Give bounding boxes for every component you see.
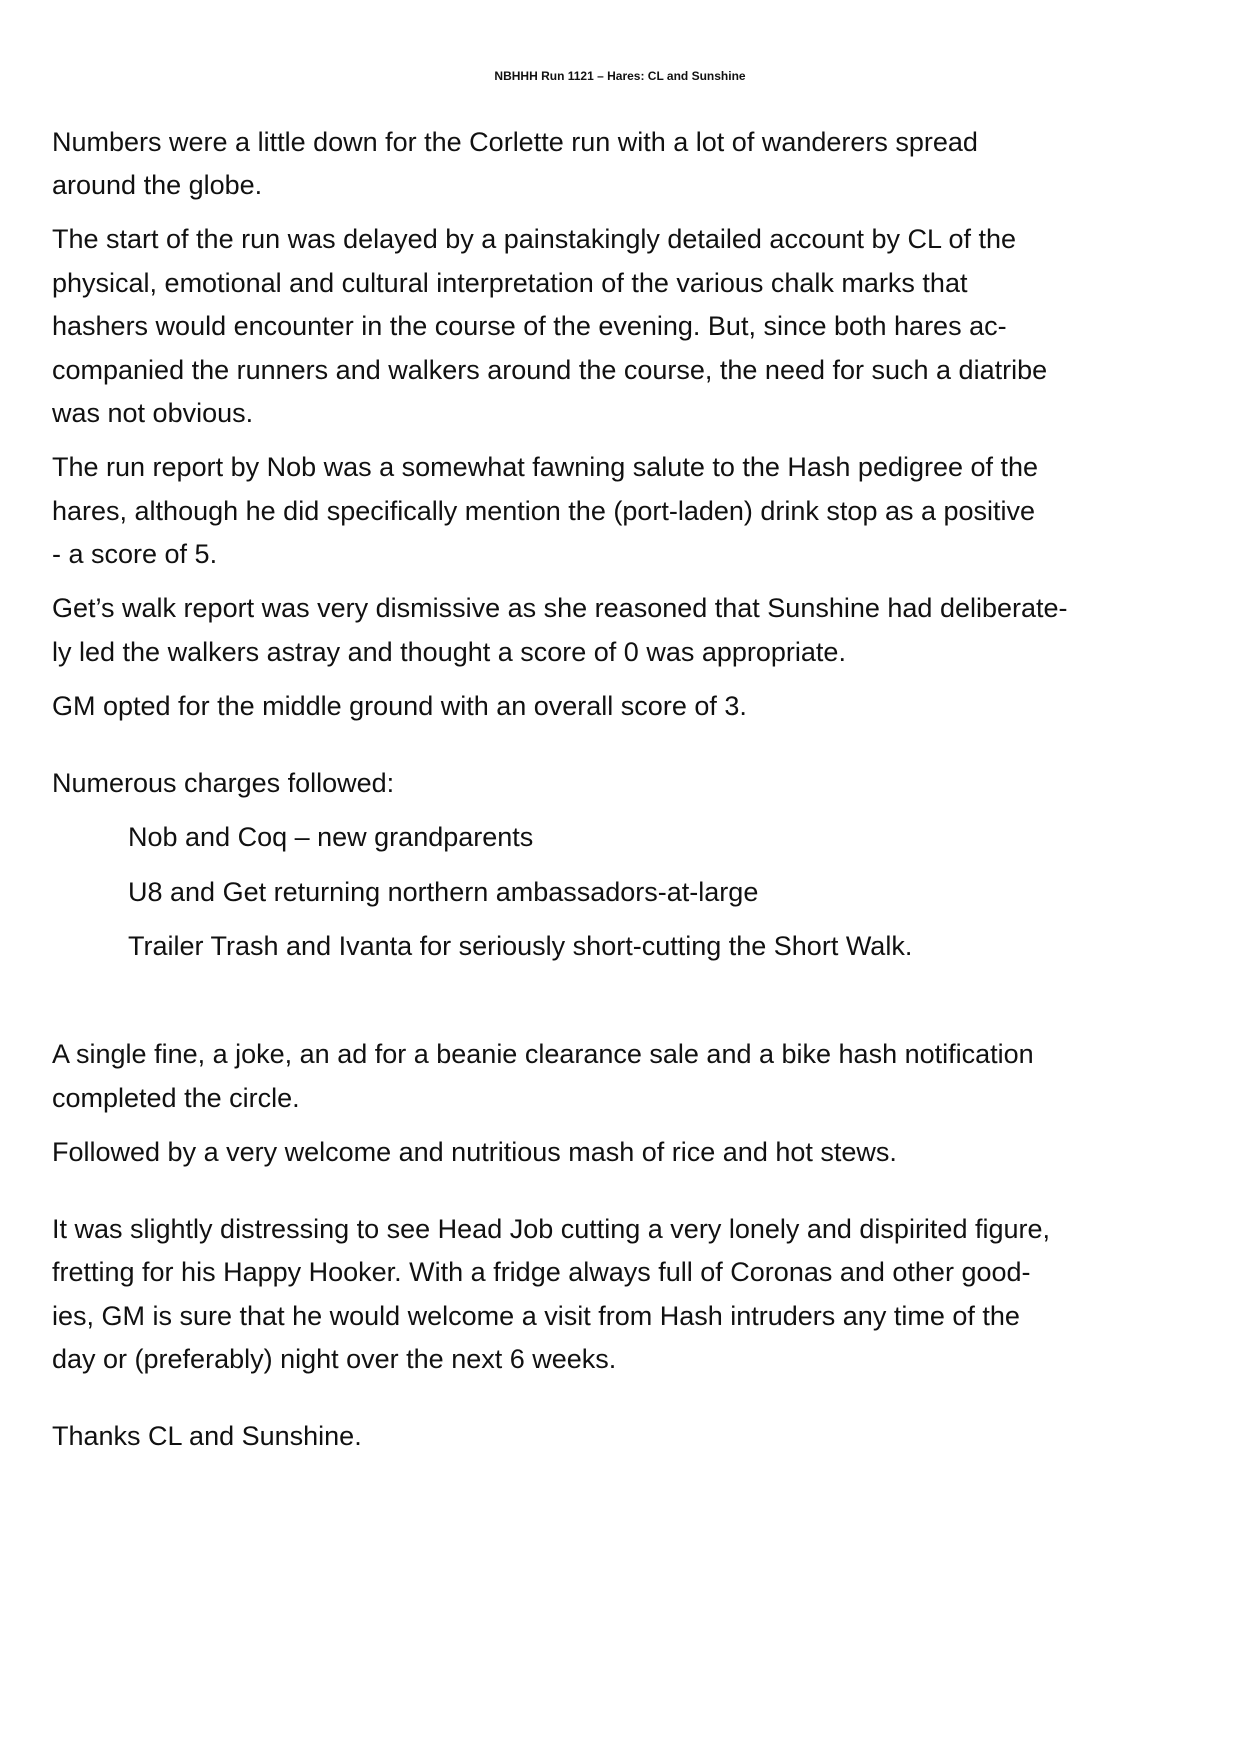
paragraph-line: It was slightly distressing to see Head Job cutting a very lonely and dispirited figure, <box>52 1214 1051 1244</box>
paragraph-line: The start of the run was delayed by a painstakingly detailed account by CL of the <box>52 224 1017 254</box>
paragraph-line: GM opted for the middle ground with an overall score of 3. <box>52 691 747 721</box>
document-title: NBHHH Run 1121 – Hares: CL and Sunshine <box>494 69 746 83</box>
paragraph-line: physical, emotional and cultural interpretation of the various chalk marks that <box>52 268 968 298</box>
paragraph-line: completed the circle. <box>52 1083 300 1113</box>
charge-item: U8 and Get returning northern ambassadors-at-large <box>128 877 759 907</box>
paragraph-line: Get’s walk report was very dismissive as she reasoned that Sunshine had deliberate- <box>52 593 1068 623</box>
paragraph-line: hares, although he did specifically mention the (port-laden) drink stop as a positive <box>52 496 1036 526</box>
paragraph-line: fretting for his Happy Hooker. With a fridge always full of Coronas and other good- <box>52 1257 1031 1287</box>
paragraph-line: Numerous charges followed: <box>52 768 395 798</box>
paragraph-line: The run report by Nob was a somewhat fawning salute to the Hash pedigree of the <box>52 452 1039 482</box>
paragraph-line: day or (preferably) night over the next 6 weeks. <box>52 1344 617 1374</box>
paragraph-line: hashers would encounter in the course of the evening. But, since both hares ac- <box>52 311 1007 341</box>
paragraph-line: ly led the walkers astray and thought a score of 0 was appropriate. <box>52 637 846 667</box>
paragraph-line: ies, GM is sure that he would welcome a visit from Hash intruders any time of the <box>52 1301 1020 1331</box>
paragraph-line: was not obvious. <box>52 398 254 428</box>
charge-item: Trailer Trash and Ivanta for seriously short-cutting the Short Walk. <box>128 931 913 961</box>
paragraph-line: - a score of 5. <box>52 539 218 569</box>
paragraph-line: companied the runners and walkers around the course, the need for such a diatribe <box>52 355 1048 385</box>
paragraph-line: Followed by a very welcome and nutritious mash of rice and hot stews. <box>52 1137 897 1167</box>
paragraph-line: Numbers were a little down for the Corlette run with a lot of wanderers spread <box>52 127 978 157</box>
paragraph-line: around the globe. <box>52 170 263 200</box>
paragraph-line: A single fine, a joke, an ad for a beanie clearance sale and a bike hash notification <box>52 1039 1034 1069</box>
closing-line: Thanks CL and Sunshine. <box>52 1421 362 1451</box>
charge-item: Nob and Coq – new grandparents <box>128 822 534 852</box>
